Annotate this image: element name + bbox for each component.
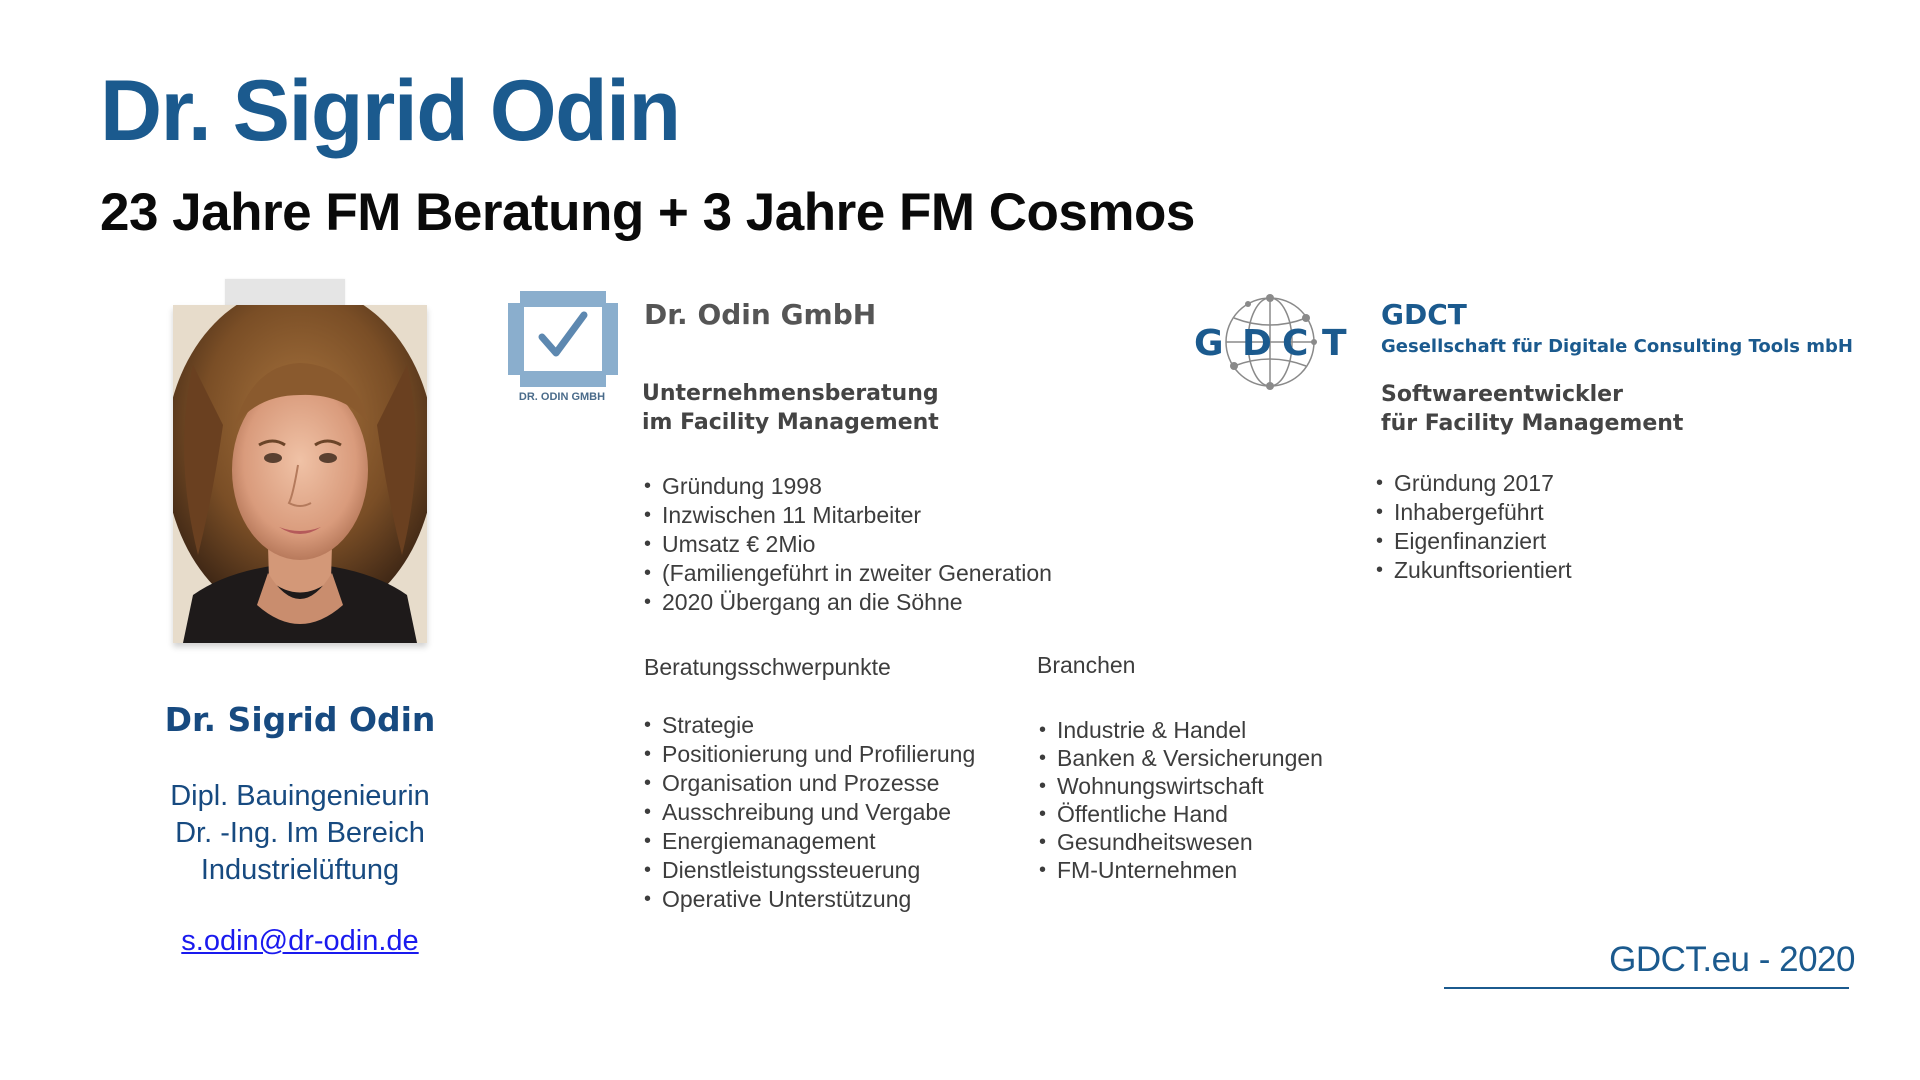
list-item: • Inhabergeführt [1374, 498, 1572, 527]
odin-tagline [642, 379, 939, 437]
tagline-line: Unternehmensberatung [642, 381, 939, 406]
odin-logo-caption: DR. ODIN GMBH [518, 391, 606, 403]
list-item: • Organisation und Prozesse [642, 769, 975, 798]
qualification-line: Dipl. Bauingenieurin [170, 780, 430, 812]
qualification-line: Industrielüftung [200, 854, 400, 886]
list-item: • Dienstleistungssteuerung [642, 856, 975, 885]
gdct-facts-list [1374, 469, 1572, 585]
gdct-company-name: GDCT [1381, 298, 1467, 331]
list-item: • Umsatz € 2Mio [642, 530, 1052, 559]
email-link[interactable]: s.odin@dr-odin.de [181, 925, 419, 957]
tagline-line: im Facility Management [642, 410, 939, 435]
list-item: • Inzwischen 11 Mitarbeiter [642, 501, 1052, 530]
logo-letter: G [1194, 323, 1224, 364]
footer-divider [1444, 987, 1849, 989]
gdct-tagline [1381, 380, 1683, 438]
list-item: • (Familiengeführt in zweiter Generation [642, 559, 1052, 588]
list-item: • Gesundheitswesen [1037, 828, 1323, 856]
list-item: • Industrie & Handel [1037, 716, 1323, 744]
photo-tape [225, 279, 345, 307]
list-item: • Banken & Versicherungen [1037, 744, 1323, 772]
globe-network-logo-icon [1192, 292, 1352, 392]
list-item: • Gründung 1998 [642, 472, 1052, 501]
list-item: • Positionierung und Profilierung [642, 740, 975, 769]
qualification-line: Dr. -Ing. Im Bereich [175, 817, 425, 849]
list-item: • Ausschreibung und Vergabe [642, 798, 975, 827]
portrait-photo-frame [173, 279, 429, 649]
page-subtitle: 23 Jahre FM Beratung + 3 Jahre FM Cosmos [100, 183, 1195, 242]
logo-letter: D [1242, 323, 1272, 364]
odin-company-name: Dr. Odin GmbH [644, 298, 877, 331]
list-item: • Gründung 2017 [1374, 469, 1572, 498]
branches-list [1037, 716, 1323, 884]
person-qualifications [140, 778, 460, 889]
list-item: • Operative Unterstützung [642, 885, 975, 914]
logo-letter: T [1322, 323, 1347, 364]
list-item: • Zukunftsorientiert [1374, 556, 1572, 585]
focus-list [642, 711, 975, 914]
list-item: • Strategie [642, 711, 975, 740]
list-item: • Energiemanagement [642, 827, 975, 856]
list-item: • Wohnungswirtschaft [1037, 772, 1323, 800]
list-item: • FM-Unternehmen [1037, 856, 1323, 884]
list-item: • Eigenfinanziert [1374, 527, 1572, 556]
page-title: Dr. Sigrid Odin [100, 63, 680, 159]
odin-facts-list [642, 472, 1052, 617]
branches-label: Branchen [1037, 652, 1136, 678]
focus-label: Beratungsschwerpunkte [644, 654, 891, 680]
gdct-full-name: Gesellschaft für Digitale Consulting Tools mbH [1381, 336, 1853, 357]
tagline-line: Softwareentwickler [1381, 382, 1623, 407]
person-name: Dr. Sigrid Odin [164, 700, 436, 739]
portrait-photo [173, 305, 427, 643]
list-item: • 2020 Übergang an die Söhne [642, 588, 1052, 617]
footer-text: GDCT.eu - 2020 [1609, 940, 1855, 979]
list-item: • Öffentliche Hand [1037, 800, 1323, 828]
logo-letter: C [1282, 323, 1309, 364]
tagline-line: für Facility Management [1381, 411, 1684, 436]
